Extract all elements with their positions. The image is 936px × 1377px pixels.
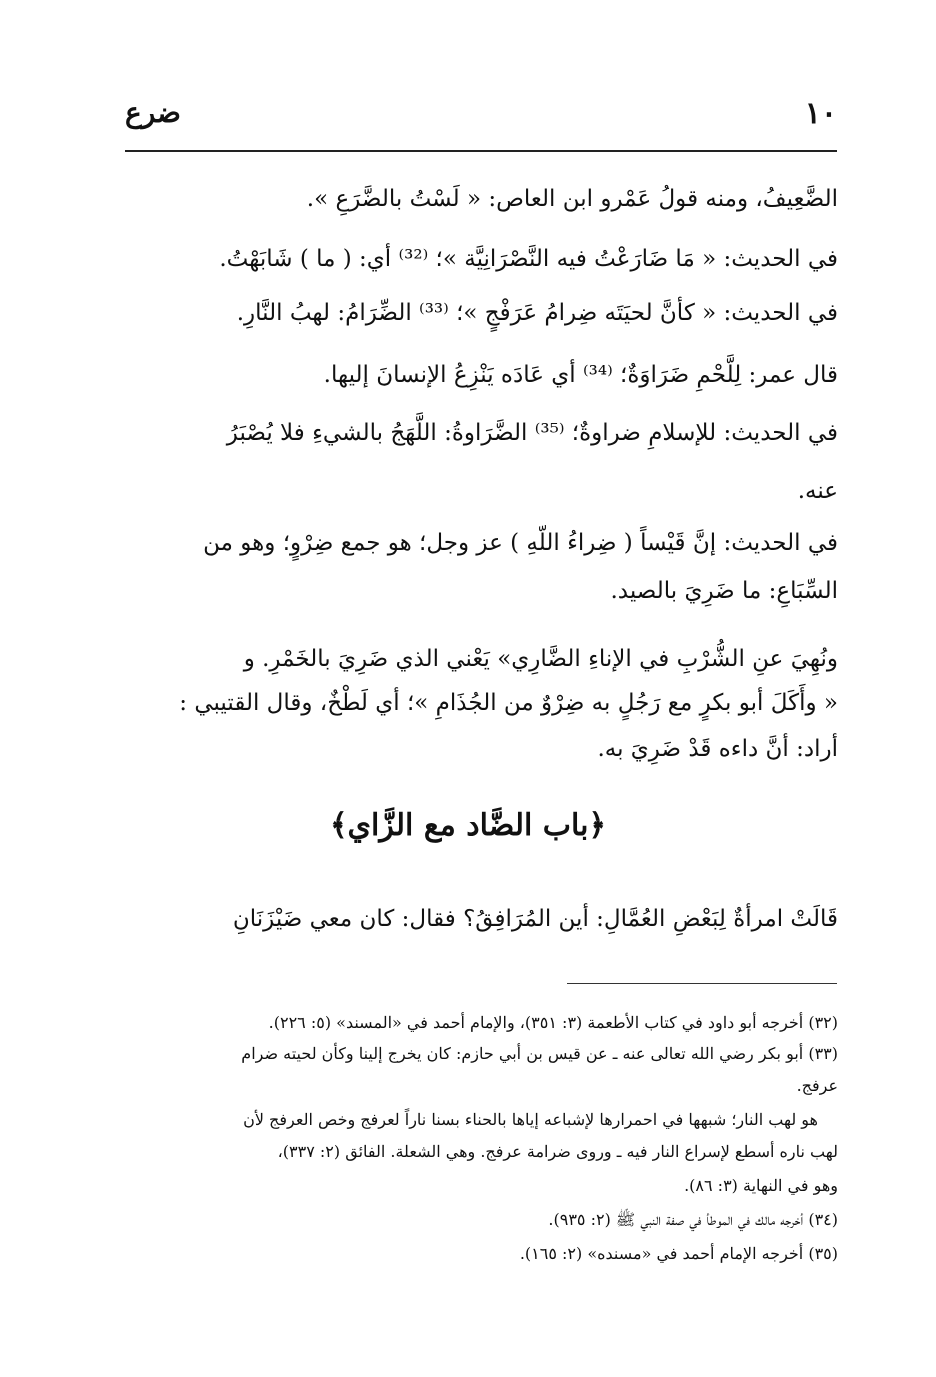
footnote-gloss: هو لهب النار؛ شبهها في احمرارها لإشباعه إياها بالحناء بسنا ناراً لعرفج وخص العرفج لأن (243, 1110, 818, 1129)
body-line: « وأَكَلَ أبو بكرٍ مع رَجُلٍ به ضِرْوٌ من الجُذَامِ »؛ أي لَطْخٌ، وقال القتيبي : (179, 690, 838, 716)
footnote: (٣٣) أبو بكر رضي الله تعالى عنه ـ عن قيس بن أبي حازم: كان يخرج إلينا وكأن لحيته ضرام (241, 1044, 838, 1063)
body-line: قال عمر: لِلَّحْمِ ضَرَاوَةٌ؛ ⁽³⁴⁾ أي عَادَه يَنْزِعُ الإنسانَ إليها. (323, 362, 838, 388)
body-line: في الحديث: للإسلامِ ضراوةٌ؛ ⁽³⁵⁾ الضَّرَاوةُ: اللَّهَجُ بالشيءِ فلا يُصْبَرُ (226, 420, 838, 446)
page-number: ١٠ (804, 96, 837, 131)
running-head: ضرع (125, 96, 181, 129)
footnote-gloss: وهو في النهاية (٣: ٨٦). (684, 1176, 838, 1195)
body-line: ونُهِيَ عنِ الشُّرْبِ في الإناءِ الضَّارِي» يَعْني الذي ضَرِيَ بالخَمْرِ. و (243, 646, 838, 672)
body-line: السِّبَاعِ: ما ضَرِيَ بالصيد. (610, 578, 838, 604)
body-line: أراد: أنَّ داءه قَدْ ضَرِيَ به. (597, 736, 838, 762)
footnote-continuation: عرفج. (796, 1076, 838, 1095)
body-line: قَالَتْ امرأةٌ لِبَعْضِ العُمَّالِ: أين المُرَافِقُ؟ فقال: كان معي ضَيْزَنَانِ (232, 906, 838, 932)
footnote: (٣٥) أخرجه الإمام أحمد في «مسنده» (٢: ١٦٥). (519, 1244, 838, 1263)
body-line: في الحديث: « كأنَّ لحيَتَه ضِرامُ عَرَفْجٍ »؛ ⁽³³⁾ الضِّرَامُ: لهبُ النَّارِ. (236, 300, 838, 326)
body-line: في الحديث: إنَّ قَيْساً ( ضِراءُ اللّهِ ) عز وجل؛ هو جمع ضِرْوٍ؛ وهو من (203, 530, 838, 556)
body-line: الضَّعِيفُ، ومنه قولُ عَمْرو ابن العاص: « لَسْتُ بالضَّرَعِ ». (306, 186, 838, 212)
section-heading: ﴿باب الضَّاد مع الزَّاي﴾ (329, 808, 607, 843)
header-rule (125, 150, 837, 152)
body-line: في الحديث: « مَا ضَارَعْتُ فيه النَّصْرَانِيَّة »؛ ⁽³²⁾ أي: ( ما ) شَابَهْتُ. (219, 246, 838, 272)
footnote: (٣٤) أخرجه مالك في الموطأ في صفة النبي ﷺ (٢: ٩٣٥). (548, 1210, 838, 1229)
body-line: عنه. (797, 478, 838, 504)
footnote-separator (567, 983, 837, 984)
footnote: (٣٢) أخرجه أبو داود في كتاب الأطعمة (٣: ٣٥١)، والإمام أحمد في «المسند» (٥: ٢٢٦). (268, 1013, 838, 1032)
page-header (125, 96, 837, 132)
footnote-gloss: لهب ناره أسطع لإسراع النار فيه ـ وروى ضرامة عرفج. وهي الشعلة. الفائق (٢: ٣٣٧)، (277, 1142, 838, 1161)
